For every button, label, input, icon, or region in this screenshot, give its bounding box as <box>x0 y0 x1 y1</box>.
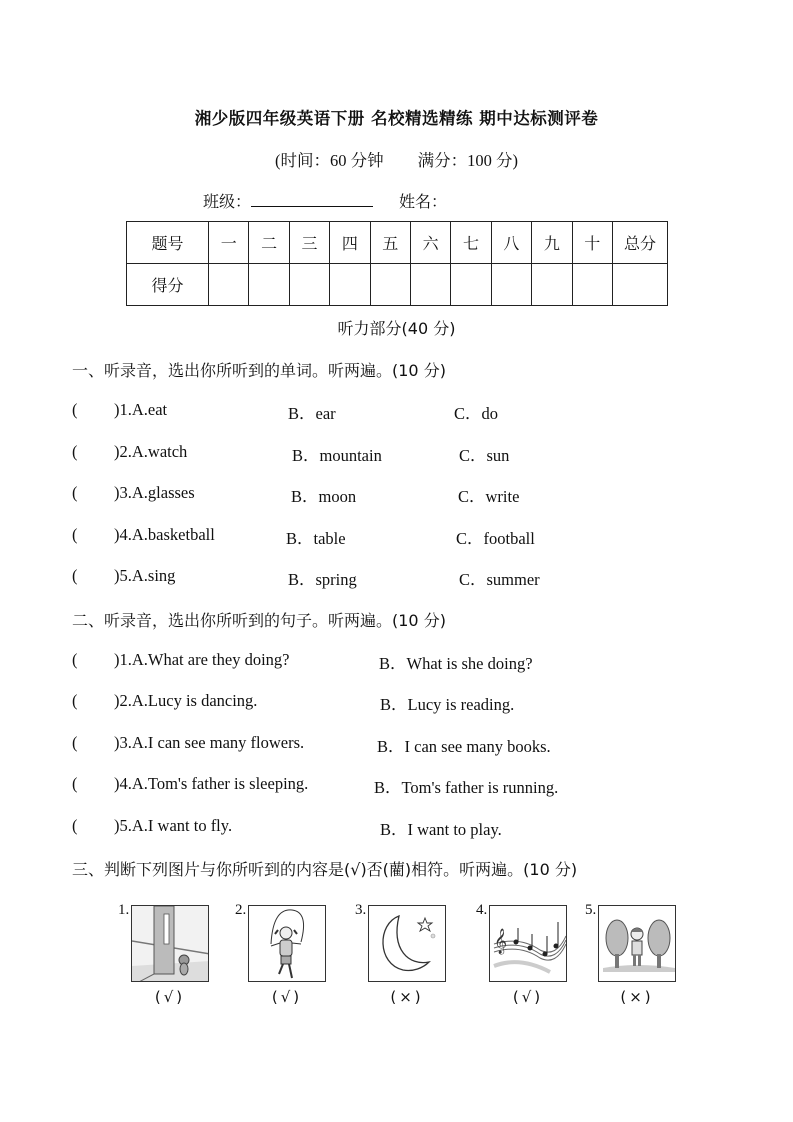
class-blank-field[interactable] <box>251 193 373 207</box>
picture-number: 5. <box>585 902 597 918</box>
row-header-score: 得分 <box>127 264 209 306</box>
answer-cross-mark: (×) <box>620 988 654 1006</box>
s2-q3-option-a: )3.A.I can see many flowers. <box>114 733 305 752</box>
picture-number: 2. <box>235 902 247 918</box>
s1-q1-option-c: C．do <box>454 404 499 423</box>
s2-q1-option-b: B．What is she doing? <box>379 654 533 673</box>
s2-q5-option-b: B．I want to play. <box>380 820 502 839</box>
score-cell-2[interactable] <box>249 264 289 306</box>
answer-bracket[interactable]: ( <box>72 566 78 585</box>
row-header-question-number: 题号 <box>127 222 209 264</box>
s1-q1-option-a: )1.A.eat <box>114 400 168 419</box>
answer-cross-mark: (×) <box>390 988 424 1006</box>
score-cell-3[interactable] <box>289 264 329 306</box>
picture-item-1 <box>118 902 228 1012</box>
col-header-8: 八 <box>491 222 531 264</box>
col-header-6: 六 <box>410 222 450 264</box>
s2-q4-option-a: )4.A.Tom's father is sleeping. <box>114 774 309 793</box>
section2-heading: 二、听录音，选出你所听到的句子。听两遍。(10 分) <box>72 611 446 630</box>
col-header-4: 四 <box>330 222 370 264</box>
picture-item-4 <box>476 902 586 1012</box>
picture-item-2 <box>235 902 345 1012</box>
s1-q5-option-a: )5.A.sing <box>114 566 176 585</box>
answer-bracket[interactable]: ( <box>72 442 78 461</box>
score-table <box>126 221 668 306</box>
score-cell-10[interactable] <box>572 264 612 306</box>
answer-bracket[interactable]: ( <box>72 816 78 835</box>
col-header-10: 十 <box>572 222 612 264</box>
col-header-5: 五 <box>370 222 410 264</box>
s1-q3-option-b: B．moon <box>291 487 357 506</box>
s1-q3-option-c: C．write <box>458 487 520 506</box>
full-score-label: 满分：100 分) <box>417 151 518 170</box>
s2-q2-option-b: B．Lucy is reading. <box>380 695 515 714</box>
answer-bracket[interactable]: ( <box>72 774 78 793</box>
score-cell-total[interactable] <box>613 264 668 306</box>
answer-bracket[interactable]: ( <box>72 650 78 669</box>
answer-bracket[interactable]: ( <box>72 483 78 502</box>
col-header-7: 七 <box>451 222 491 264</box>
s1-q4-option-b: B．table <box>286 529 346 548</box>
s1-q3-option-a: )3.A.glasses <box>114 483 195 502</box>
exam-info <box>0 147 793 171</box>
s1-q4-option-a: )4.A.basketball <box>114 525 215 544</box>
answer-check-mark: (√) <box>271 988 303 1006</box>
question-number-row <box>127 222 668 264</box>
svg-text:𝄞: 𝄞 <box>494 929 508 954</box>
answer-bracket[interactable]: ( <box>72 525 78 544</box>
answer-bracket[interactable]: ( <box>72 400 78 419</box>
class-label: 班级： <box>203 194 252 211</box>
s1-q5-option-b: B．spring <box>288 570 357 589</box>
s2-q1-option-a: )1.A.What are they doing? <box>114 650 290 669</box>
s1-q2-option-a: )2.A.watch <box>114 442 188 461</box>
score-cell-8[interactable] <box>491 264 531 306</box>
col-header-3: 三 <box>289 222 329 264</box>
s2-q3-option-b: B．I can see many books. <box>377 737 551 756</box>
col-header-total: 总分 <box>613 222 668 264</box>
col-header-2: 二 <box>249 222 289 264</box>
s1-q5-option-c: C．summer <box>459 570 540 589</box>
s1-q1-option-b: B．ear <box>288 404 336 423</box>
score-cell-7[interactable] <box>451 264 491 306</box>
s1-q2-option-b: B．mountain <box>292 446 382 465</box>
picture-item-3 <box>355 902 465 1012</box>
answer-check-mark: (√) <box>154 988 186 1006</box>
col-header-9: 九 <box>532 222 572 264</box>
answer-bracket[interactable]: ( <box>72 733 78 752</box>
score-cell-5[interactable] <box>370 264 410 306</box>
picture-number: 1. <box>118 902 130 918</box>
music-notes-picture <box>489 905 567 982</box>
page-title: 湘少版四年级英语下册 名校精选精练 期中达标测评卷 <box>194 109 599 128</box>
picture-item-5 <box>585 902 695 1012</box>
time-label: (时间：60 分钟 <box>275 151 384 170</box>
col-header-1: 一 <box>209 222 249 264</box>
score-cell-9[interactable] <box>532 264 572 306</box>
door-with-cat-picture <box>131 905 209 982</box>
listening-part-title: 听力部分(40 分) <box>337 319 456 338</box>
student-info <box>203 189 447 212</box>
s1-q2-option-c: C．sun <box>459 446 510 465</box>
name-label: 姓名： <box>399 194 448 211</box>
s2-q4-option-b: B．Tom's father is running. <box>374 778 559 797</box>
boy-between-trees-picture <box>598 905 676 982</box>
answer-check-mark: (√) <box>512 988 544 1006</box>
score-cell-4[interactable] <box>330 264 370 306</box>
score-row <box>127 264 668 306</box>
picture-number: 4. <box>476 902 488 918</box>
moon-and-stars-picture <box>368 905 446 982</box>
s1-q4-option-c: C．football <box>456 529 535 548</box>
picture-number: 3. <box>355 902 367 918</box>
score-cell-1[interactable] <box>209 264 249 306</box>
section1-heading: 一、听录音，选出你所听到的单词。听两遍。(10 分) <box>72 361 446 380</box>
s2-q2-option-a: )2.A.Lucy is dancing. <box>114 691 258 710</box>
s2-q5-option-a: )5.A.I want to fly. <box>114 816 233 835</box>
section3-heading: 三、判断下列图片与你所听到的内容是(√)否(藺)相符。听两遍。(10 分) <box>72 860 578 879</box>
picture-row <box>0 902 793 1022</box>
score-cell-6[interactable] <box>410 264 450 306</box>
answer-bracket[interactable]: ( <box>72 691 78 710</box>
girl-skipping-rope-picture <box>248 905 326 982</box>
